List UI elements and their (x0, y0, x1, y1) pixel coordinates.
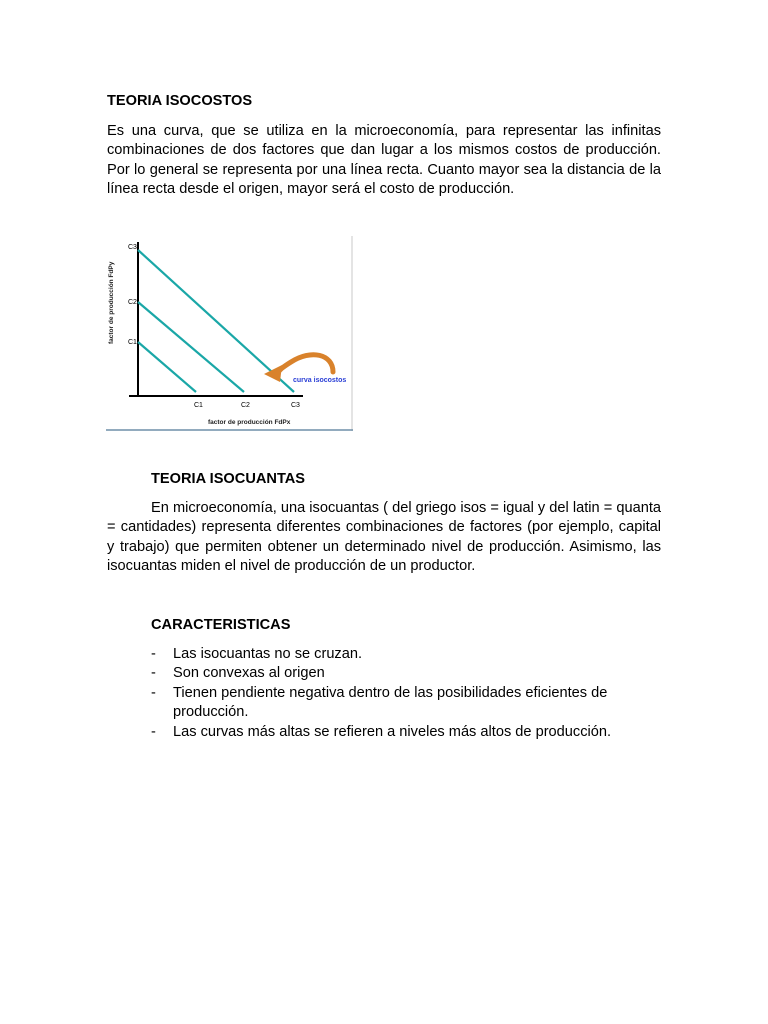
caracteristicas-list (151, 645, 671, 742)
isocost-figure (101, 234, 361, 434)
list-item-text: Tienen pendiente negativa dentro de las posibilidades eficientes de producción. (173, 684, 608, 721)
isocuantas-paragraph (107, 499, 661, 577)
list-dash: - (151, 684, 156, 701)
isocostos-text: Es una curva, que se utiliza en la microeconomía, para representar las infinitas combinaciones de dos factores que dan lugar a los mismos costos de producción. Por lo general se representa por una línea recta. Cuanto mayor sea la distancia de la línea recta desde el origen, mayor será el costo de producción. (107, 123, 661, 198)
isocost-line-c2 (138, 302, 244, 392)
isocost-line-c1 (138, 342, 196, 392)
x-tick-c3: C3 (291, 402, 300, 409)
curve-label: curva isocostos (293, 377, 347, 384)
x-tick-c1: C1 (194, 402, 203, 409)
list-dash: - (151, 723, 156, 740)
list-item-text: Las isocuantas no se cruzan. (173, 646, 363, 662)
section-title-isocuantas: TEORIA ISOCUANTAS (151, 471, 306, 487)
x-axis-label: factor de producción FdPx (208, 419, 291, 426)
list-item-text: Las curvas más altas se refieren a niveles más altos de producción. (173, 723, 612, 740)
curved-arrow-icon (277, 355, 333, 374)
list-dash: - (151, 665, 156, 682)
y-tick-c2: C2 (128, 299, 137, 306)
list-item (151, 664, 671, 683)
list-item (151, 723, 671, 742)
y-tick-c1: C1 (128, 339, 137, 346)
list-item (151, 645, 671, 664)
list-dash: - (151, 646, 156, 662)
isocuantas-text: En microeconomía, una isocuantas ( del griego isos = igual y del latin = quanta = cantidades) representa diferentes combinaciones de factores (por ejemplo, capital y trabajo) que permiten obtener un determinado nivel de producción. Asimismo, las isocuantas miden el nivel de producción de un productor. (107, 500, 661, 575)
y-axis-label: factor de producción FdPy (108, 261, 115, 344)
isocost-chart (101, 234, 361, 434)
y-tick-c3: C3 (128, 244, 137, 251)
list-item (151, 684, 671, 723)
section-title-isocostos: TEORIA ISOCOSTOS (107, 93, 253, 109)
isocostos-paragraph (107, 122, 661, 200)
list-item-text: Son convexas al origen (173, 665, 325, 682)
section-title-caracteristicas: CARACTERISTICAS (151, 617, 291, 633)
x-tick-c2: C2 (241, 402, 250, 409)
